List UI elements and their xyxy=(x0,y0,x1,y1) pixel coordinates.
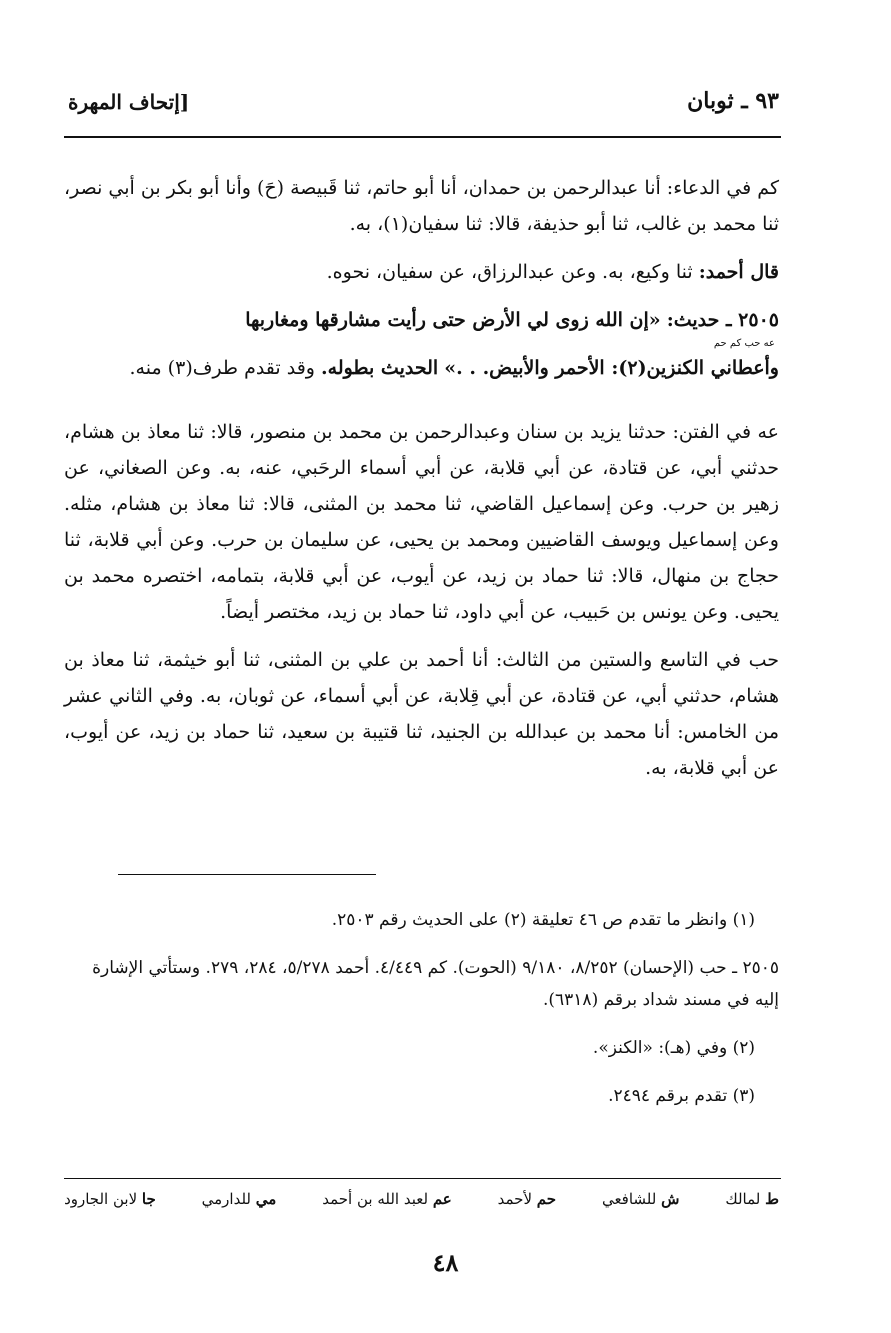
footnote-3: (٣) تقدم برقم ٢٤٩٤. xyxy=(608,1086,755,1106)
paragraph-kam xyxy=(64,170,779,242)
abbrev-item: عم لعبد الله بن أحمد xyxy=(322,1190,452,1208)
main-text xyxy=(64,170,779,798)
paragraph-hb xyxy=(64,642,779,786)
abbreviations-rule xyxy=(64,1178,781,1179)
footnote-1: (١) وانظر ما تقدم ص ٤٦ تعليقة (٢) على الحديث رقم ٢٥٠٣. xyxy=(331,910,755,930)
hadith-tail: وقد تقدم طرف(٣) منه. xyxy=(129,357,315,379)
book-title-header: [إتحاف المهرة xyxy=(68,90,190,114)
paragraph-kam-text: كم في الدعاء: أنا عبدالرحمن بن حمدان، أنا أبو حاتم، ثنا قَبيصة (حَ) وأنا أبو بكر بن أبي نصر، ثنا محمد بن غالب، ثنا أبو حذيفة، قالا: ثنا سفيان(١)، به. xyxy=(64,177,779,235)
footnote-2: (٢) وفي (هـ): «الكنز». xyxy=(592,1038,755,1058)
header-rule xyxy=(64,136,781,138)
footnotes xyxy=(64,904,779,1128)
hadith-text: «إن الله زوى لي الأرض حتى رأيت مشارقها ومغاربها xyxy=(245,309,661,331)
hadith-text-continued: وأعطاني الكنزين(٢): الأحمر والأبيض. . .» xyxy=(444,357,779,379)
paragraph-ahmad-lead: قال أحمد: xyxy=(698,261,779,283)
section-header: ٩٣ ـ ثوبان xyxy=(687,88,779,114)
hadith-entry xyxy=(64,302,779,386)
paragraph-ahmad xyxy=(64,254,779,290)
hadith-sigla: عه حب كم حم xyxy=(713,338,775,349)
hadith-number: ٢٥٠٥ ـ حديث: xyxy=(666,309,779,331)
paragraph-ah-text: عه في الفتن: حدثنا يزيد بن سنان وعبدالرحمن بن محمد بن منصور، قالا: ثنا معاذ بن هشام، حدثني أبي، عن قتادة، عن أبي قلابة، عن أبي أسماء الرحَبي، عنه، به. وعن الصغاني، عن زهير بن حرب. وعن إسماعيل القاضي، ثنا محمد بن المثنى، قالا: ثنا معاذ بن هشام، مثله. وعن إسماعيل ويوسف القاضيين ومحمد بن يحيى، عن سليمان بن حرب. وعن أبي قلابة، ثنا حجاج بن منهال، قالا: ثنا حماد بن زيد، عن أيوب، عن أبي قلابة، بتمامه، اختصره محمد بن يحيى. وعن يونس بن حَبيب، عن أبي داود، ثنا حماد بن زيد، مختصر أيضاً. xyxy=(64,421,779,623)
abbrev-item: ط لمالك xyxy=(725,1190,779,1208)
footnote-hadith-sources: ٢٥٠٥ ـ حب (الإحسان) ٨/٢٥٢، ٩/١٨٠ (الحوت). كم ٤/٤٤٩. أحمد ٥/٢٧٨، ٢٨٤، ٢٧٩. وستأتي الإشارة إليه في مسند شداد برقم (٦٣١٨). xyxy=(92,958,779,1010)
footnote-rule xyxy=(118,874,376,875)
abbrev-item: ش للشافعي xyxy=(601,1190,680,1208)
abbrev-item: حم لأحمد xyxy=(497,1190,557,1208)
abbrev-item: مي للدارمي xyxy=(201,1190,277,1208)
abbrev-item: جا لابن الجارود xyxy=(64,1190,156,1208)
paragraph-hb-text: حب في التاسع والستين من الثالث: أنا أحمد بن علي بن المثنى، ثنا أبو خيثمة، ثنا معاذ بن هشام، حدثني أبي، عن قتادة، عن أبي قِلابة، عن أبي أسماء، عن ثوبان، به. وفي الثاني عشر من الخامس: أنا محمد بن عبدالله بن الجنيد، ثنا قتيبة بن سعيد، ثنا حماد بن زيد، عن أيوب، عن أبي قلابة، به. xyxy=(64,649,779,779)
abbreviations-legend xyxy=(64,1190,779,1208)
hadith-tail-bold: الحديث بطوله. xyxy=(321,357,439,379)
paragraph-ahmad-text: ثنا وكيع، به. وعن عبدالرزاق، عن سفيان، نحوه. xyxy=(326,261,693,283)
page-number: ٤٨ xyxy=(432,1248,459,1277)
paragraph-ah xyxy=(64,414,779,630)
